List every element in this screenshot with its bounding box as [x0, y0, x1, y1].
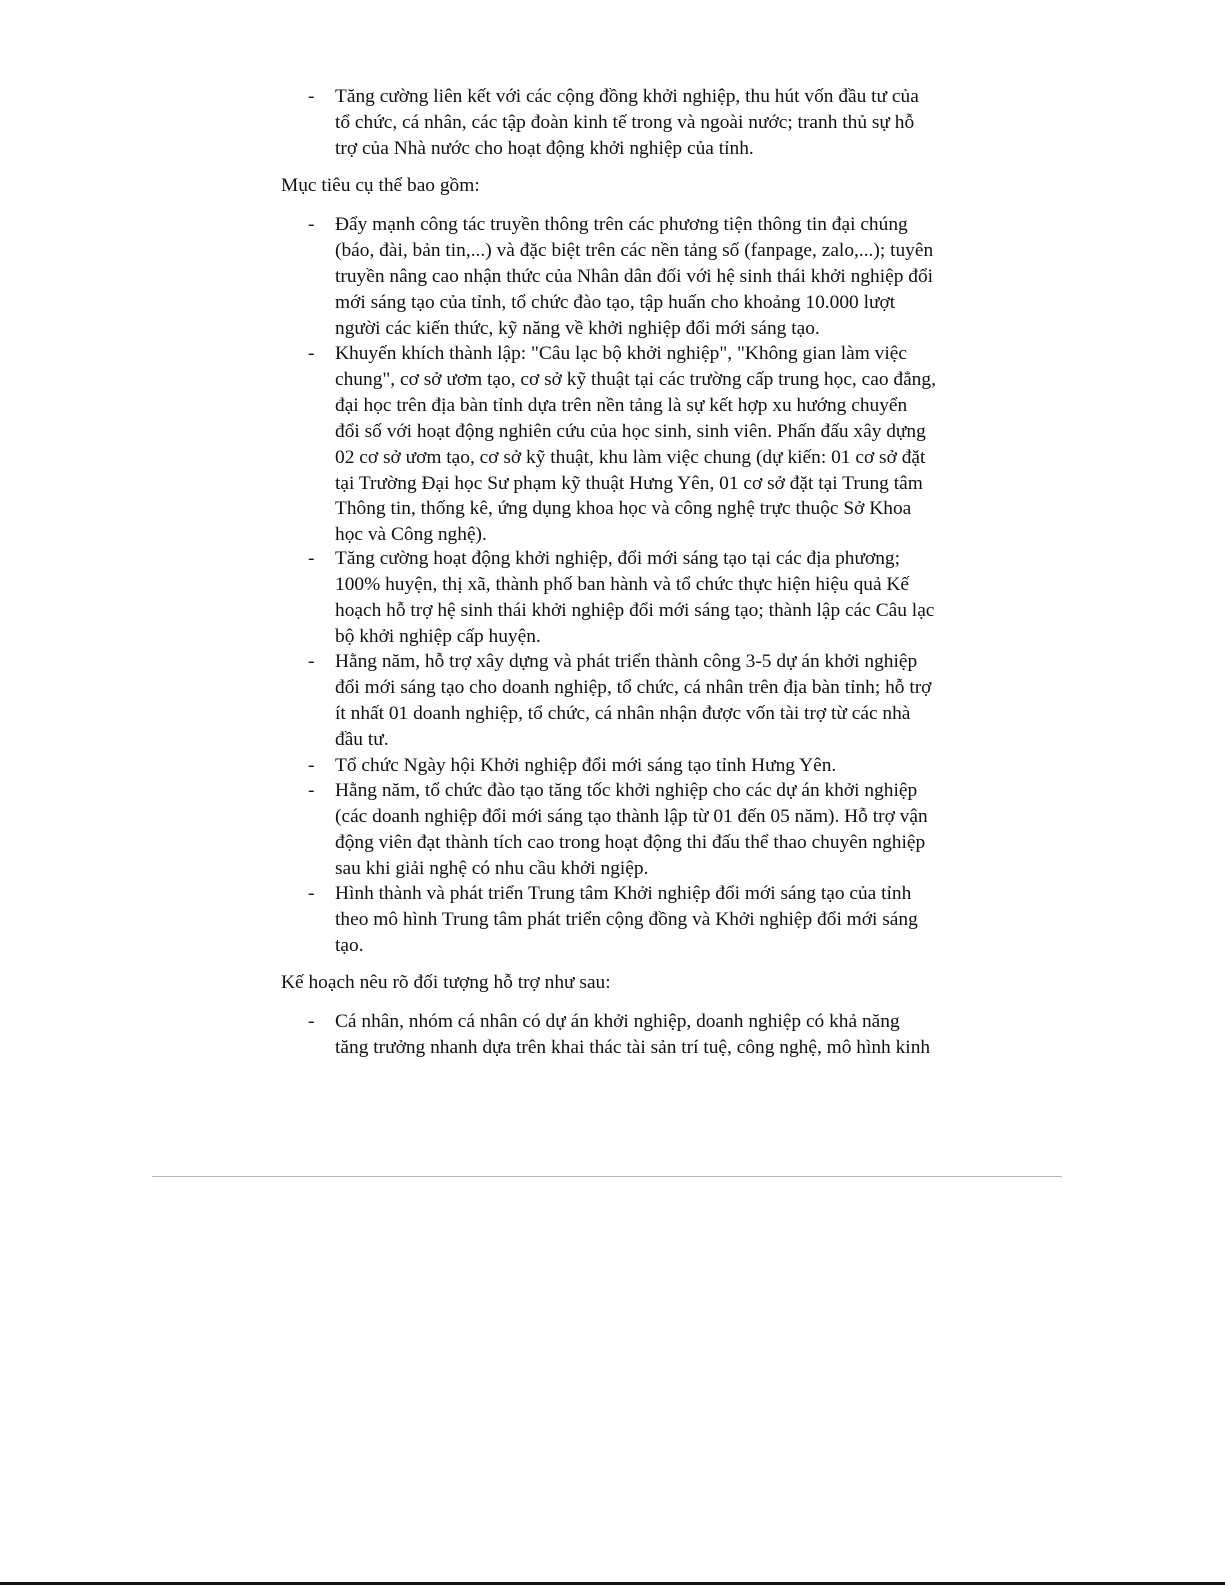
text-line: mới sáng tạo của tỉnh, tổ chức đào tạo, tập huấn cho khoảng 10.000 lượt	[335, 291, 896, 313]
text-line: chung", cơ sở ươm tạo, cơ sở kỹ thuật tại các trường cấp trung học, cao đẳng,	[335, 368, 936, 390]
bullet-dash: -	[308, 883, 315, 904]
goal-item	[308, 341, 980, 548]
text-line: trợ của Nhà nước cho hoạt động khởi nghiệp của tỉnh.	[335, 137, 754, 159]
text-line: Tăng cường hoạt động khởi nghiệp, đổi mới sáng tạo tại các địa phương;	[335, 548, 900, 569]
text-line: Hình thành và phát triển Trung tâm Khởi nghiệp đổi mới sáng tạo của tỉnh	[335, 883, 912, 904]
bullet-dash: -	[308, 780, 315, 801]
text-line: hoạch hỗ trợ hệ sinh thái khởi nghiệp đổi mới sáng tạo; thành lập các Câu lạc	[335, 599, 935, 621]
bullet-text	[335, 341, 980, 548]
bullet-dash: -	[308, 214, 315, 235]
text-line: tăng trưởng nhanh dựa trên khai thác tài sản trí tuệ, công nghệ, mô hình kinh	[335, 1036, 931, 1058]
text-line: Khuyến khích thành lập: "Câu lạc bộ khởi nghiệp", "Không gian làm việc	[335, 343, 907, 364]
text-line: động viên đạt thành tích cao trong hoạt động thi đấu thể thao chuyên nghiệp	[335, 831, 926, 853]
page-divider	[152, 1176, 1062, 1177]
text-line: tổ chức, cá nhân, các tập đoàn kinh tế trong và ngoài nước; tranh thủ sự hỗ	[335, 111, 915, 133]
beneficiary-item	[308, 1009, 980, 1061]
goal-item	[308, 753, 980, 779]
bullet-dash: -	[308, 343, 315, 364]
text-line: đổi số với hoạt động nghiên cứu của học sinh, sinh viên. Phấn đấu xây dựng	[335, 420, 926, 442]
text-line: tạo.	[335, 934, 364, 956]
text-line: Tăng cường liên kết với các cộng đồng khởi nghiệp, thu hút vốn đầu tư của	[335, 86, 919, 107]
bullet-text	[335, 881, 980, 959]
bullet-dash: -	[308, 1011, 315, 1032]
text-line: đầu tư.	[335, 728, 389, 750]
bullet-text	[335, 753, 980, 779]
text-line: học và Công nghệ).	[335, 524, 487, 546]
text-line: Thông tin, thống kê, ứng dụng khoa học và công nghệ trực thuộc Sở Khoa	[335, 498, 912, 520]
intro-bullet	[308, 84, 980, 162]
bullet-text	[335, 212, 980, 342]
text-line: truyền nâng cao nhận thức của Nhân dân đối với hệ sinh thái khởi nghiệp đổi	[335, 265, 934, 287]
bullet-dash: -	[308, 755, 315, 776]
text-line: tại Trường Đại học Sư phạm kỹ thuật Hưng Yên, 01 cơ sở đặt tại Trung tâm	[335, 472, 923, 494]
text-line: 02 cơ sở ươm tạo, cơ sở kỹ thuật, khu làm việc chung (dự kiến: 01 cơ sở đặt	[335, 446, 926, 468]
text-line: Đẩy mạnh công tác truyền thông trên các phương tiện thông tin đại chúng	[335, 214, 908, 235]
text-line: theo mô hình Trung tâm phát triển cộng đồng và Khởi nghiệp đổi mới sáng	[335, 908, 918, 930]
text-line: Hằng năm, hỗ trợ xây dựng và phát triển thành công 3-5 dự án khởi nghiệp	[335, 651, 918, 672]
text-line: ít nhất 01 doanh nghiệp, tổ chức, cá nhân nhận được vốn tài trợ từ các nhà	[335, 702, 911, 724]
text-line: sau khi giải nghệ có nhu cầu khởi ngiệp.	[335, 857, 649, 879]
text-line: (báo, đài, bản tin,...) và đặc biệt trên các nền tảng số (fanpage, zalo,...); tuyên	[335, 239, 934, 261]
text-line: Hằng năm, tổ chức đào tạo tăng tốc khởi nghiệp cho các dự án khởi nghiệp	[335, 780, 918, 801]
text-line: người các kiến thức, kỹ năng về khởi nghiệp đổi mới sáng tạo.	[335, 317, 820, 339]
goal-item	[308, 649, 980, 753]
bullet-text	[335, 84, 980, 162]
bullet-text	[335, 778, 980, 882]
text-line: đại học trên địa bàn tỉnh dựa trên nền tảng là sự kết hợp xu hướng chuyển	[335, 394, 908, 416]
text-line: (các doanh nghiệp đổi mới sáng tạo thành lập từ 01 đến 05 năm). Hỗ trợ vận	[335, 805, 928, 827]
specific-goals-heading: Mục tiêu cụ thể bao gồm:	[281, 175, 480, 196]
bullet-dash: -	[308, 651, 315, 672]
bullet-dash: -	[308, 86, 315, 107]
bullet-text	[335, 546, 980, 650]
bullet-text	[335, 1009, 980, 1061]
text-line: Tổ chức Ngày hội Khởi nghiệp đổi mới sáng tạo tỉnh Hưng Yên.	[335, 755, 837, 776]
goal-item	[308, 778, 980, 882]
text-line: bộ khởi nghiệp cấp huyện.	[335, 625, 541, 647]
beneficiaries-heading: Kế hoạch nêu rõ đối tượng hỗ trợ như sau:	[281, 972, 611, 993]
goal-item	[308, 881, 980, 959]
bullet-text	[335, 649, 980, 753]
text-line: đổi mới sáng tạo cho doanh nghiệp, tổ chức, cá nhân trên địa bàn tỉnh; hỗ trợ	[335, 676, 932, 698]
text-line: Cá nhân, nhóm cá nhân có dự án khởi nghiệp, doanh nghiệp có khả năng	[335, 1011, 900, 1032]
goal-item	[308, 212, 980, 342]
goal-item	[308, 546, 980, 650]
bullet-dash: -	[308, 548, 315, 569]
text-line: 100% huyện, thị xã, thành phố ban hành và tổ chức thực hiện hiệu quả Kế	[335, 573, 910, 595]
